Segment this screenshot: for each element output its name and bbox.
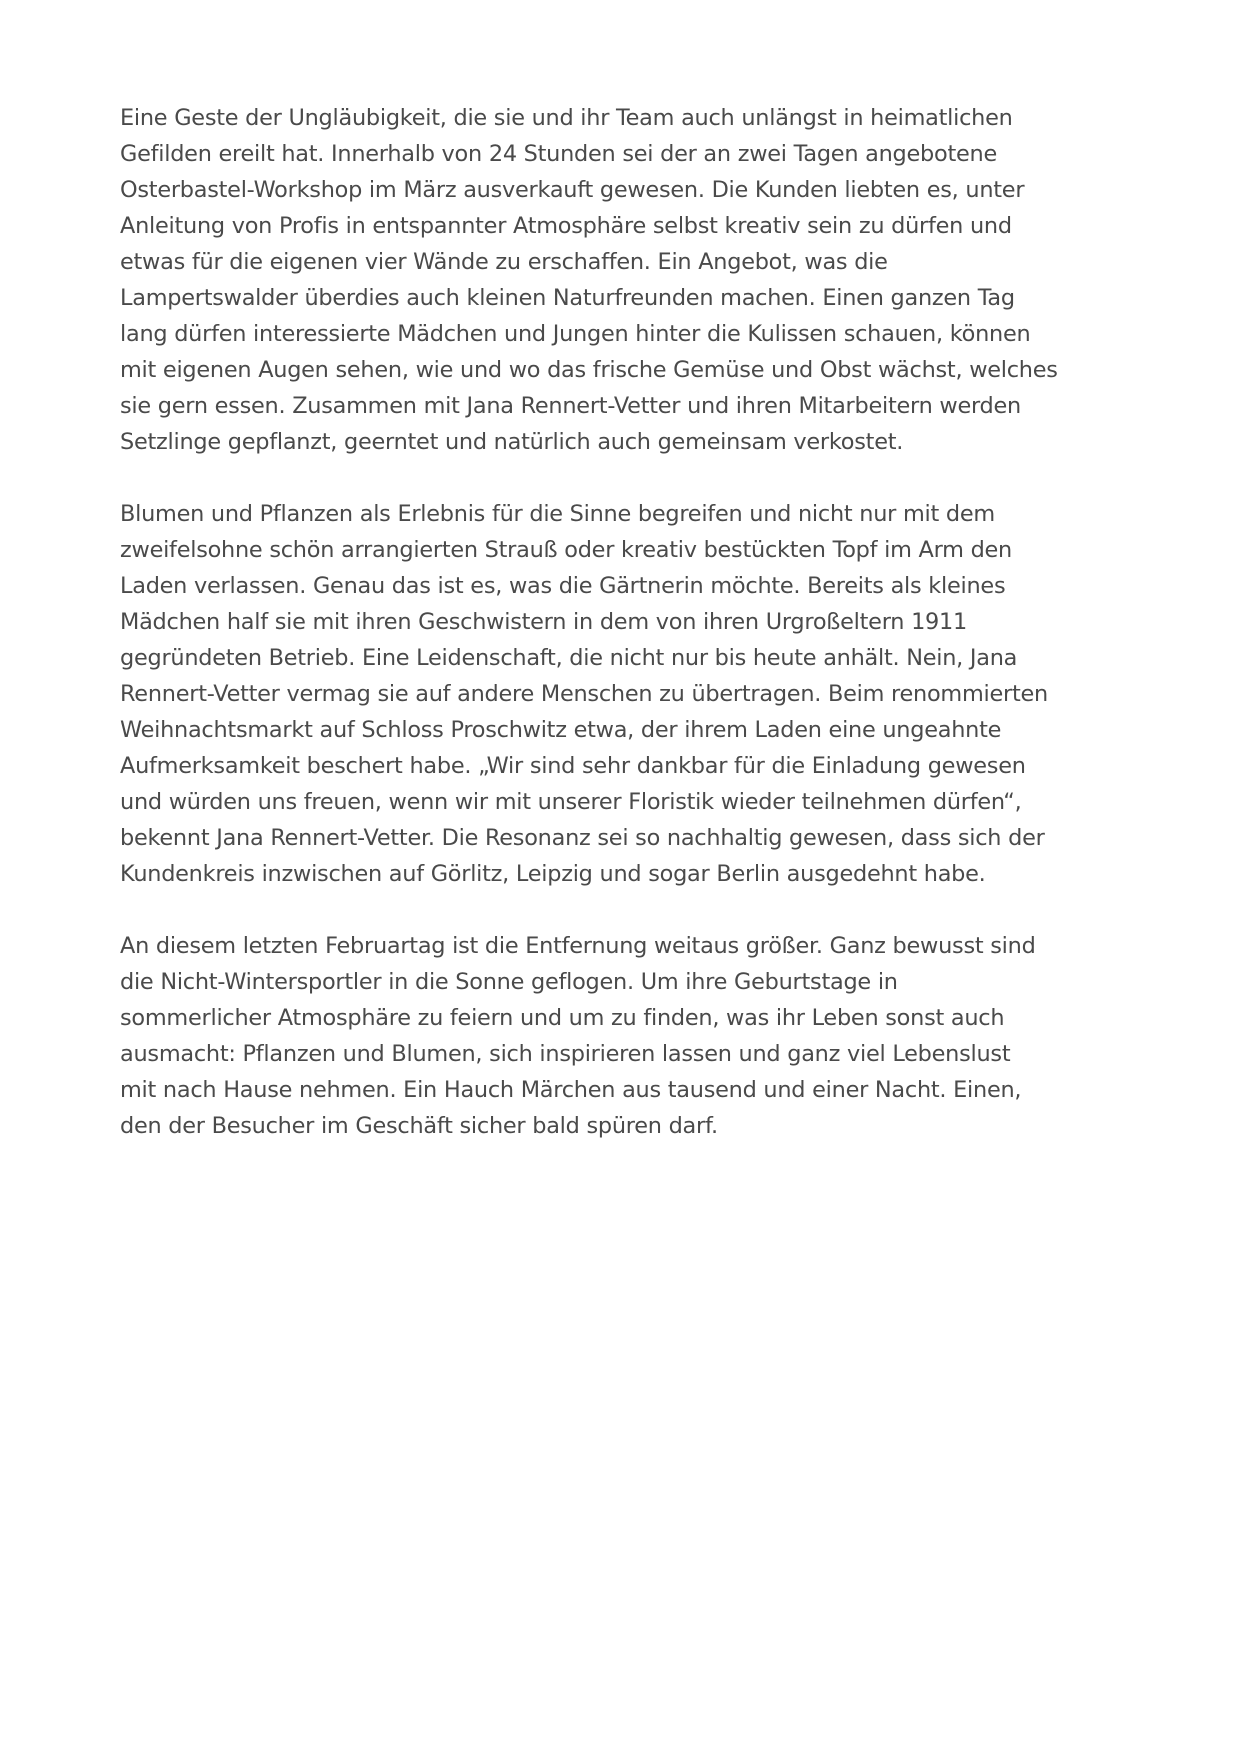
paragraph-3: An diesem letzten Februartag ist die Entfernung weitaus größer. Ganz bewusst sind die Nicht-Wintersportler in die Sonne geflogen. Um ihre Geburtstage in sommerlicher Atmosphäre zu feiern und um zu finden, was ihr Leben sonst auch ausmacht: Pflanzen und Blumen, sich inspirieren lassen und ganz viel Lebenslust mit nach Hause nehmen. Ein Hauch Märchen aus tausend und einer Nacht. Einen, den der Besucher im Geschäft sicher bald spüren darf. [120, 933, 1036, 1139]
paragraph-2: Blumen und Pflanzen als Erlebnis für die Sinne begreifen und nicht nur mit dem zweifelsohne schön arrangierten Strauß oder kreativ bestückten Topf im Arm den Laden verlassen. Genau das ist es, was die Gärtnerin möchte. Bereits als kleines Mädchen half sie mit ihren Geschwistern in dem von ihren Urgroßeltern 1911 gegründeten Betrieb. Eine Leidenschaft, die nicht nur bis heute anhält. Nein, Jana Rennert-Vetter vermag sie auf andere Menschen zu übertragen. Beim renommierten Weihnachtsmarkt auf Schloss Proschwitz etwa, der ihrem Laden eine ungeahnte Aufmerksamkeit beschert habe. „Wir sind sehr dankbar für die Einladung gewesen und würden uns freuen, wenn wir mit unserer Floristik wieder teilnehmen dürfen“, bekennt Jana Rennert-Vetter. Die Resonanz sei so nachhaltig gewesen, dass sich der Kundenkreis inzwischen auf Görlitz, Leipzig und sogar Berlin ausgedehnt habe. [120, 501, 1048, 887]
paragraph-1: Eine Geste der Ungläubigkeit, die sie und ihr Team auch unlängst in heimatlichen Gefilden ereilt hat. Innerhalb von 24 Stunden sei der an zwei Tagen angebotene Osterbastel-Workshop im März ausverkauft gewesen. Die Kunden liebten es, unter Anleitung von Profis in entspannter Atmosphäre selbst kreativ sein zu dürfen und etwas für die eigenen vier Wände zu erschaffen. Ein Angebot, was die Lampertswalder überdies auch kleinen Naturfreunden machen. Einen ganzen Tag lang dürfen interessierte Mädchen und Jungen hinter die Kulissen schauen, können mit eigenen Augen sehen, wie und wo das frische Gemüse und Obst wächst, welches sie gern essen. Zusammen mit Jana Rennert-Vetter und ihren Mitarbeitern werden Setzlinge gepflanzt, geerntet und natürlich auch gemeinsam verkostet. [120, 105, 1058, 455]
article-body [120, 100, 1120, 1180]
